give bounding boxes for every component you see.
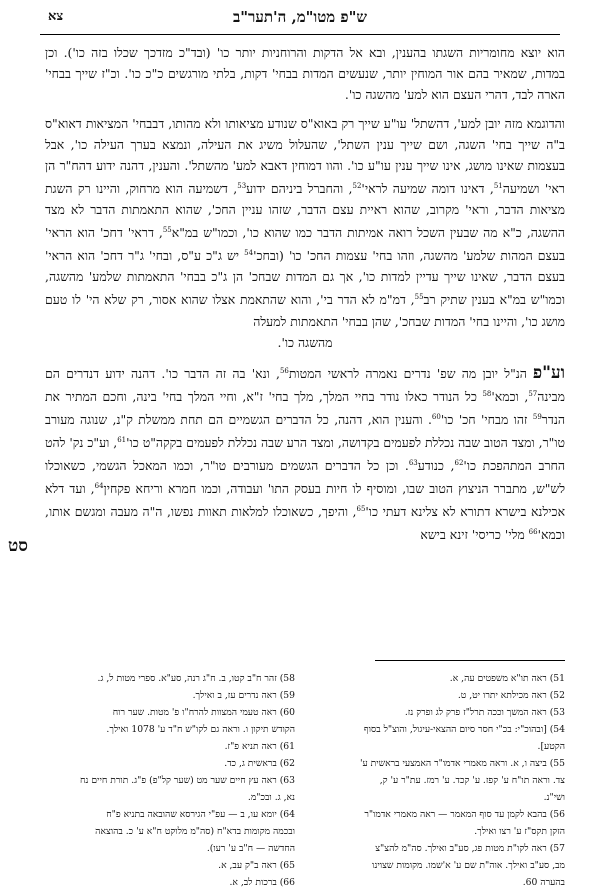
footnote-line: 56) בהבא לקמן עד סוף המאמר — ראה מאמרי אדמו"ר <box>364 809 565 820</box>
footnote-line: מב, סע"ב ואילך. אוה"ת שם ע' א'שמו. מקומות שצוינו <box>372 860 565 871</box>
p2f-text: , דראי' דחכ' הוא הראי' בעצם המהות שלמע' מהשגה, וזהו בחי' עצמות החכ' כו' (ובחכ' <box>45 225 566 264</box>
footnote-line: 61) ראה תניא פ"ז. <box>224 741 295 752</box>
main-text <box>45 42 565 554</box>
footnote-line: ושי"נ. <box>543 792 565 803</box>
header-rule <box>40 34 560 35</box>
p3i-text: . וכן כל הדברים הגשמים מעורבים טו"ר, וכמו המאכל הגשמי, כשאוכלו לש"ש, מתברר הניצוץ הטוב שבו, ומוסיף לו חיות בעסק התו' ועבודה, וכמו חמרא וריחא פקחין <box>45 458 565 497</box>
p3f-text: . והענין הוא, דהנה, כל הדברים הגשמיים הם תחת ממשלת ק"נ, שנוגה מעורב טו"ר, ומצד הטוב שבה נכללת לפעמים בקדושה, ומצד הרע שבה נכללת לפעמים בקקה"ט כו' <box>45 411 566 450</box>
footnotes-right-column <box>315 670 565 891</box>
footnotes <box>45 670 565 890</box>
footnote-line: החדשה — ח"ב ע' רעו). <box>206 843 295 854</box>
footnote-ref-58[interactable]: 58 <box>482 389 492 398</box>
footnote-ref-63[interactable]: 63 <box>408 459 418 467</box>
page-number: צא <box>48 9 64 24</box>
footnote-ref-54[interactable]: 54 <box>244 249 254 258</box>
footnote-line: 58) זהר ח"ב קטו, ב. ח"ג רנה, סע"א. ספרי מטות ל, ג. <box>97 673 295 684</box>
footnote-line: 52) ראה מכילתא יתרו יט, ט. <box>457 690 565 701</box>
p2d-text: , והחברל ביניהם ידוע <box>246 181 353 197</box>
footnote-ref-64[interactable]: 64 <box>94 482 104 491</box>
footnote-line: הזקן תקס"ז ע' רצו ואילך. <box>474 826 565 837</box>
p2i-text: , והיינו בחי' המדות שבחכ', שהן בבחי' התאמתות למעלה <box>253 313 526 329</box>
p3e-text: זהו מבחי' חכ' כו' <box>440 411 533 427</box>
footnote-divider <box>375 660 565 661</box>
footnote-ref-59[interactable]: 59 <box>532 412 542 421</box>
footnote-line: נא, ג. ובכ"מ. <box>247 792 295 803</box>
footnote-ref-57[interactable]: 57 <box>528 389 538 398</box>
footnote-line: 54) [ובהוכ"י: בכ"י חסר סיום ההצאי-עיגול, והוצ"ל בסוף <box>363 724 565 735</box>
p2a-text: והדוגמא מזה יובן למע', דהשתל' עו"ע שייך רק באוא"ס שנודע מציאותו ולא מהותו, <box>168 116 565 131</box>
footnote-line: 64) יומא עו, ב — עפ"י הגירסא שהובאה בתניא פ"ח <box>106 809 295 820</box>
p3j-text: , ועד דלא אכילנא בישרא דתורא לא צלינא דעתי כו' <box>45 481 565 520</box>
p2b-text: דבבחי' המציאות דאוא"ס ב"ה שייך בחי' השגה, ושם שייך ענין השתל', שהעלול משיג את העילה, ונמצא בערך העילה כו', אבל בעצמות שאינו מושג, אינו שייך ענין עו"ע כו'. והוו דמוחין דאבא למע' מהשתל'. והענין, דהנה ידוע דהח"ר הן ראי' ושמיעה <box>45 116 566 197</box>
footnote-line: 59) ראה נדרים עז, ב ואילך. <box>192 690 295 701</box>
p2j-text: מהשגה כו'. <box>277 334 333 350</box>
p3g-text: , וע"כ נק' להט החרב המתהפכת כו' <box>45 435 565 474</box>
p2c-text: , דאינו דומה שמיעה לראי' <box>361 181 494 197</box>
footnote-line: הקטע]. <box>537 741 565 752</box>
p1-text: הוא יוצא מחומריות השגתו בהענין, ובא אל הדקות והרוחניות יותר כו' (ובד"כ מזדכך שכלו בזה כו'). וכן במדות, שמאיר בהם אור המוחין יותר, שנעשים המדות בבחי' דקות, בלתי מורגשים כ"כ כו'. וכ"ז שייך בבחי' הארה לבד, דהרי העצם הוא למע' מהשגה כו'. <box>45 45 565 102</box>
paragraph-3 <box>45 361 565 546</box>
footnote-ref-55[interactable]: 55 <box>414 293 424 302</box>
p3c-text: , וכמא' <box>491 388 529 404</box>
footnote-ref-53[interactable]: 53 <box>237 182 247 190</box>
footnote-ref-51[interactable]: 51 <box>493 182 503 190</box>
footnote-line: ובכמה מקומות בדא"ח (סה"מ מלוקט ח"א ע' כ. בהוצאה <box>95 826 295 837</box>
header-title: ש"פ מטו"מ, ה'תער"ב <box>232 8 368 26</box>
side-page-number: סט <box>8 536 28 556</box>
footnote-line: 63) ראה עץ חיים שער מט (שער קל"פ) פ"ג. תורת חיים נח <box>79 775 295 786</box>
section-lead-word: וע"פ <box>532 362 565 383</box>
footnote-line: צד. וראה תו"ח ע' קפז. ע' קכד. ע' רמז. עת"ר ע' ק, <box>379 775 565 786</box>
footnote-line: 55) ביצה ו, א. וראה מאמרי אדמו"ר האמצעי בראשית ע' <box>359 758 565 769</box>
footnote-ref-52[interactable]: 52 <box>352 182 362 190</box>
p3d-text: כל הנודר כאלו נודר בחיי המלך, מלך בחי' ז"א, וחיי המלך בחי' בינה, וחכם המתיר את הנדר <box>45 388 565 427</box>
p3h-text: , כנודע <box>417 458 455 474</box>
p3l-text: מלי' כריסי' זינא בישא <box>420 527 529 543</box>
paragraph-1 <box>45 42 565 105</box>
footnote-line: בהערה 60. <box>522 877 565 888</box>
p3a-text: הנ"ל יובן מה שפ' נדרים נאמרה לראשי המטות <box>288 365 527 381</box>
p2g-text: יש ג"כ ע"ס, ובחי' ג"ר דחכ' הוא הראי' בעצם הדבר, שאינו שייך עדיין למדות כו', אך גם המדות שבחכ' הן ג"כ בבחי' התאמתות שלמע' מהשגה, וכמו"ש במ"א בענין שתיק רב <box>45 248 566 308</box>
footnote-ref-62[interactable]: 62 <box>454 459 464 467</box>
footnote-line: 66) ברכות לב, א. <box>229 877 295 888</box>
footnote-ref-56[interactable]: 56 <box>279 366 289 375</box>
p3k-text: , והיפך, כשאוכלו למלאות תאוות נפשו, ה"ה מעבה ומגשם אותו, וכמא' <box>45 504 565 543</box>
p2h-text: , דמ"מ לא הדר בי', והוא שהתאמת אצלו שהוא אסור, רק שלא הי' לו טעם מושג כו' <box>45 292 565 329</box>
footnote-line: 65) ראה ב"ק עב, א. <box>218 860 295 871</box>
footnote-line: 60) ראה טעמי המצוות להרח"ו פ' מטות. שער רוח <box>112 707 295 718</box>
footnote-ref-55a[interactable]: 55 <box>162 226 172 235</box>
footnotes-left-column <box>45 670 295 891</box>
footnote-line: 51) ראה תו"א משפטים עה, א. <box>449 673 565 684</box>
footnote-ref-65[interactable]: 65 <box>356 505 366 514</box>
footnote-line: 53) ראה המשך וככה תרל"ז פרק לג ופרק נז. <box>404 707 565 718</box>
footnote-ref-66[interactable]: 66 <box>528 528 538 537</box>
p2e-text: , דשמיעה הוא מרחוק, והיינו רק השגת מציאות הדבר, וראי' מקרוב, שהוא ראיית עצם הדבר, שזהו עניין החכ', שהוא התאמתות הדבר לא מצד ההשגה, כ"א מה שבעין השכל רואה אמיתות הדבר כמו שהוא כו', וכמו"ש במ"א <box>45 181 565 241</box>
footnote-ref-60[interactable]: 60 <box>431 412 441 421</box>
footnote-line: 62) בראשית ג, כד. <box>224 758 295 769</box>
footnote-line: 57) ראה לקו"ת מטות פג, סע"ב ואילך. סה"מ להצ"צ <box>375 843 565 854</box>
footnote-line: הקודש תיקון ו. וראה גם לקו"ש ח"ד ע' 1078 ואילך. <box>106 724 295 735</box>
footnote-ref-61[interactable]: 61 <box>117 435 127 444</box>
p3b-text: , ונא' בה זה הדבר כו'. דהנה ידוע דנדרים הם מבינה <box>45 365 565 404</box>
running-header <box>40 8 560 32</box>
paragraph-2 <box>45 113 565 353</box>
